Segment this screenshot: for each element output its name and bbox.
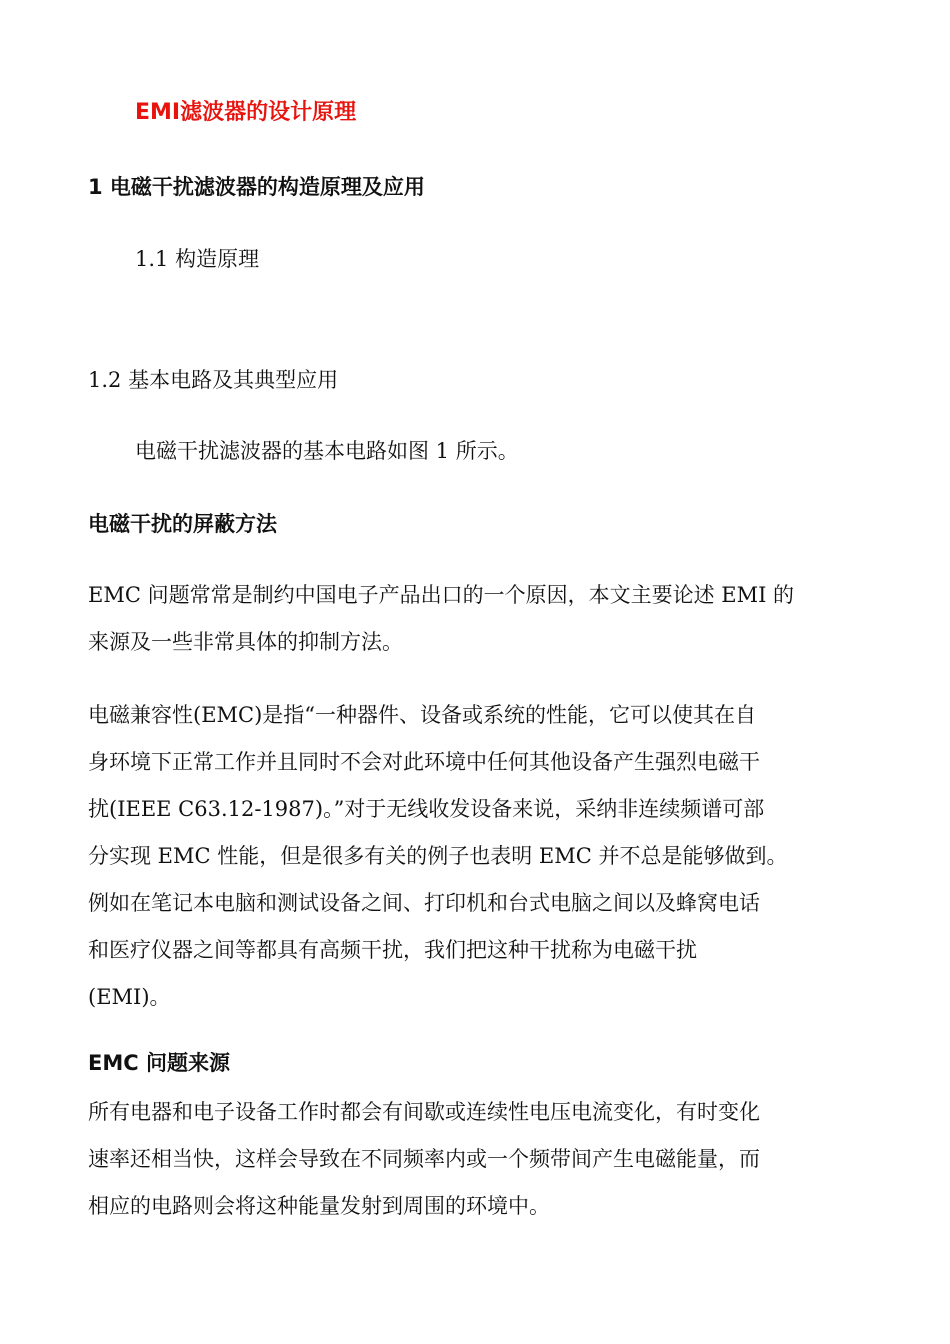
paragraph-line: 和医疗仪器之间等都具有高频干扰，我们把这种干扰称为电磁干扰 xyxy=(88,938,697,962)
section-heading-1: 1 电磁干扰滤波器的构造原理及应用 xyxy=(88,175,425,199)
paragraph-line: EMC 问题常常是制约中国电子产品出口的一个原因，本文主要论述 EMI 的 xyxy=(88,583,795,607)
paragraph-emc-intro xyxy=(88,572,858,666)
paragraph-line: 所有电器和电子设备工作时都会有间歇或连续性电压电流变化，有时变化 xyxy=(88,1100,760,1124)
paragraph-emc-source xyxy=(88,1089,858,1230)
paragraph-line: 速率还相当快，这样会导致在不同频率内或一个频带间产生电磁能量，而 xyxy=(88,1147,760,1171)
subsection-text-1-2: 电磁干扰滤波器的基本电路如图 1 所示。 xyxy=(135,439,519,463)
paragraph-line: 分实现 EMC 性能，但是很多有关的例子也表明 EMC 并不总是能够做到。 xyxy=(88,844,788,868)
paragraph-line: 扰(IEEE C63.12-1987)。”对于无线收发设备来说，采纳非连续频谱可部 xyxy=(88,797,765,821)
paragraph-line: (EMI)。 xyxy=(88,985,171,1009)
paragraph-line: 例如在笔记本电脑和测试设备之间、打印机和台式电脑之间以及蜂窝电话 xyxy=(88,891,760,915)
paragraph-line: 电磁兼容性(EMC)是指“一种器件、设备或系统的性能，它可以使其在自 xyxy=(88,703,757,727)
subsection-heading-1-1: 1.1 构造原理 xyxy=(135,247,260,271)
paragraph-emc-definition xyxy=(88,692,858,1021)
subsection-heading-1-2: 1.2 基本电路及其典型应用 xyxy=(88,368,339,392)
section-heading-shielding: 电磁干扰的屏蔽方法 xyxy=(88,512,277,536)
paragraph-line: 来源及一些非常具体的抑制方法。 xyxy=(88,630,403,654)
paragraph-line: 身环境下正常工作并且同时不会对此环境中任何其他设备产生强烈电磁干 xyxy=(88,750,760,774)
section-heading-emc-source: EMC 问题来源 xyxy=(88,1051,230,1075)
document-title: EMI滤波器的设计原理 xyxy=(135,100,357,125)
paragraph-line: 相应的电路则会将这种能量发射到周围的环境中。 xyxy=(88,1194,550,1218)
